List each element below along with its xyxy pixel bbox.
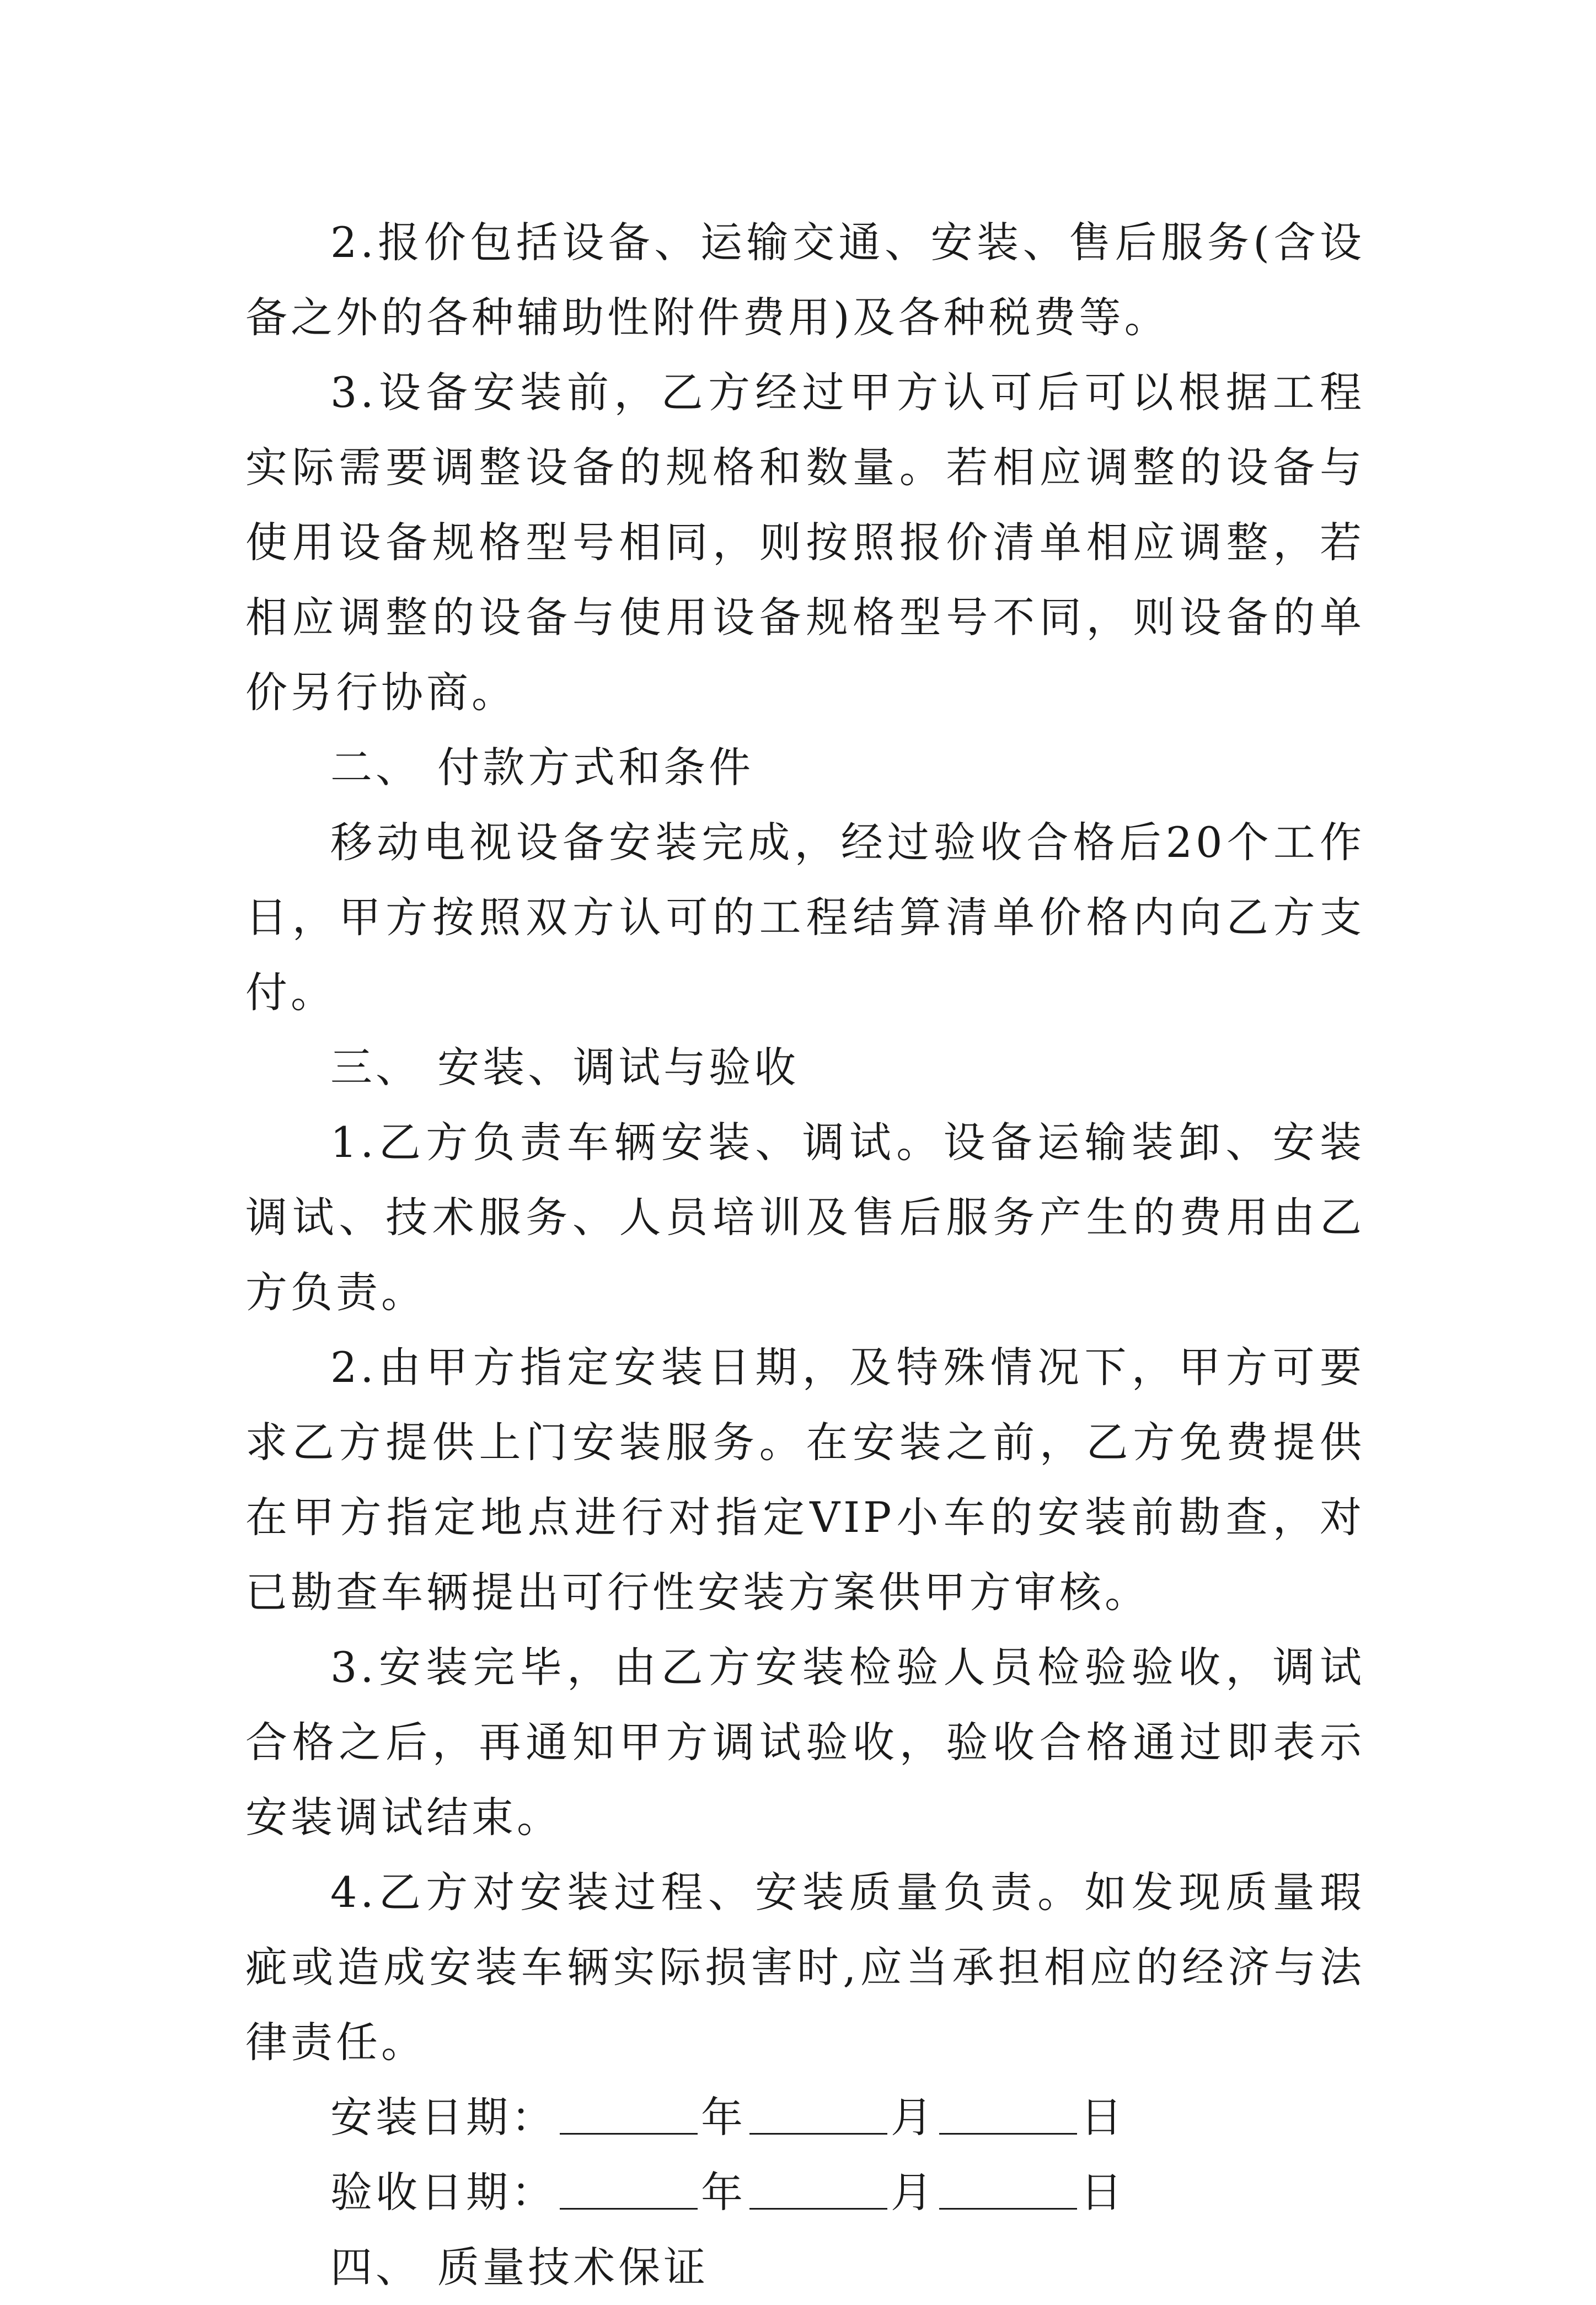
acceptance-date-label: 验收日期： xyxy=(330,2168,556,2217)
clause-quality-liability: 4.乙方对安装过程、安装质量负责。如发现质量瑕疵或造成安装车辆实际损害时,应当承担相应的经济与法律责任。 xyxy=(245,1868,1365,2067)
clause-quote-scope: 2.报价包括设备、运输交通、安装、售后服务(含设备之外的各种辅助性附件费用)及各种税费等。 xyxy=(245,218,1365,342)
contract-body xyxy=(245,205,1365,2305)
install-year-blank[interactable] xyxy=(560,2080,698,2135)
install-day-blank[interactable] xyxy=(939,2080,1077,2135)
install-day-unit: 日 xyxy=(1080,2093,1126,2142)
acceptance-day-unit: 日 xyxy=(1080,2168,1126,2217)
section-heading-payment: 二、 付款方式和条件 xyxy=(330,743,754,792)
clause-installation-cost: 1.乙方负责车辆安装、调试。设备运输装卸、安装调试、技术服务、人员培训及售后服务产生的费用由乙方负责。 xyxy=(245,1118,1365,1317)
install-month-blank[interactable] xyxy=(749,2080,887,2135)
clause-inspection: 3.安装完毕，由乙方安装检验人员检验验收，调试合格之后，再通知甲方调试验收，验收合格通过即表示安装调试结束。 xyxy=(245,1643,1365,1842)
clause-installation-date: 2.由甲方指定安装日期，及特殊情况下，甲方可要求乙方提供上门安装服务。在安装之前，乙方免费提供在甲方指定地点进行对指定VIP小车的安装前勘查，对已勘查车辆提出可行性安装方案供甲方审核。 xyxy=(245,1343,1365,1617)
acceptance-month-unit: 月 xyxy=(891,2168,936,2217)
install-date-label: 安装日期： xyxy=(330,2093,556,2142)
section-heading-installation: 三、 安装、调试与验收 xyxy=(330,1043,800,1092)
acceptance-date-row xyxy=(245,2155,1365,2230)
install-date-row xyxy=(245,2080,1365,2155)
acceptance-year-blank[interactable] xyxy=(560,2155,698,2210)
install-year-unit: 年 xyxy=(701,2093,746,2142)
acceptance-day-blank[interactable] xyxy=(939,2155,1077,2210)
section-heading-quality: 四、 质量技术保证 xyxy=(330,2243,709,2292)
clause-payment-terms: 移动电视设备安装完成，经过验收合格后20个工作日，甲方按照双方认可的工程结算清单价格内向乙方支付。 xyxy=(245,818,1365,1017)
acceptance-month-blank[interactable] xyxy=(749,2155,887,2210)
install-month-unit: 月 xyxy=(891,2093,936,2142)
clause-equipment-adjustment: 3.设备安装前，乙方经过甲方认可后可以根据工程实际需要调整设备的规格和数量。若相应调整的设备与使用设备规格型号相同，则按照报价清单相应调整，若相应调整的设备与使用设备规格型号不同，则设备的单价另行协商。 xyxy=(245,368,1365,717)
acceptance-year-unit: 年 xyxy=(701,2168,746,2217)
